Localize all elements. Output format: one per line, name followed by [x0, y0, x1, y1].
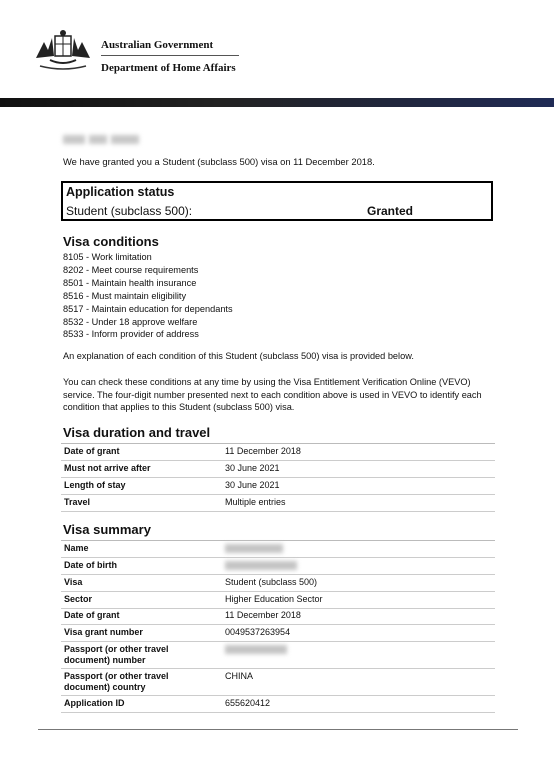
table-row: [61, 541, 495, 558]
condition-item: 8202 - Meet course requirements: [63, 264, 199, 275]
row-label: Visa: [64, 577, 83, 587]
table-row: [61, 558, 495, 575]
grant-statement: We have granted you a Student (subclass 500) visa on 11 December 2018.: [63, 156, 375, 167]
row-label: Length of stay: [64, 480, 126, 490]
salutation-redacted: [63, 131, 151, 143]
table-row: [61, 592, 495, 609]
row-value: 30 June 2021: [225, 480, 280, 490]
redacted-value: [225, 644, 287, 655]
row-label: Visa grant number: [64, 627, 143, 637]
row-label: Name: [64, 543, 89, 553]
row-value: Multiple entries: [225, 497, 286, 507]
row-value: 0049537263954: [225, 627, 291, 637]
table-row: [61, 461, 495, 478]
page-header: [0, 0, 554, 98]
redacted-value: [225, 560, 297, 571]
condition-item: 8517 - Maintain education for dependants: [63, 303, 233, 314]
government-name: Australian Government: [101, 39, 214, 51]
table-row: [61, 669, 495, 696]
row-value: 655620412: [225, 698, 271, 708]
vevo-paragraph: You can check these conditions at any time by using the Visa Entitlement Verification Online (VEVO) service. The four-digit number presented next to each condition above is used in VEVO to identify each condition that applies to this Student (subclass 500) visa.: [63, 377, 482, 413]
row-value: 30 June 2021: [225, 463, 280, 473]
row-value: CHINA: [225, 671, 254, 681]
conditions-explanation: An explanation of each condition of this Student (subclass 500) visa is provided below.: [63, 351, 414, 361]
row-label: Must not arrive after: [64, 463, 151, 473]
redacted-value: [225, 543, 283, 554]
table-row: [61, 575, 495, 592]
status-title: Application status: [66, 185, 175, 199]
footer-divider: [38, 729, 518, 730]
row-value: 11 December 2018: [225, 446, 301, 456]
table-row: [61, 495, 495, 512]
condition-item: 8532 - Under 18 approve welfare: [63, 316, 198, 327]
row-value: Higher Education Sector: [225, 594, 323, 604]
row-label: Travel: [64, 497, 91, 507]
header-bar: [0, 98, 554, 107]
status-value: Granted: [367, 204, 414, 218]
table-row: [61, 625, 495, 642]
status-label: Student (subclass 500):: [66, 204, 193, 218]
row-label: Date of grant: [64, 610, 120, 620]
conditions-title: Visa conditions: [63, 234, 159, 249]
table-row: [61, 696, 495, 713]
row-label: Date of birth: [64, 560, 117, 570]
row-label: Sector: [64, 594, 93, 604]
header-divider: [101, 55, 239, 56]
table-row: [61, 642, 495, 669]
condition-item: 8533 - Inform provider of address: [63, 329, 199, 340]
coat-of-arms-icon: [34, 28, 92, 72]
conditions-list: [63, 251, 233, 341]
table-row: [61, 444, 495, 461]
summary-title: Visa summary: [63, 522, 151, 537]
row-value: 11 December 2018: [225, 610, 301, 620]
condition-item: 8105 - Work limitation: [63, 252, 152, 262]
row-label: Application ID: [64, 698, 125, 708]
row-label: Date of grant: [64, 446, 120, 456]
duration-title: Visa duration and travel: [63, 425, 211, 440]
condition-item: 8516 - Must maintain eligibility: [63, 290, 187, 301]
table-row: [61, 478, 495, 495]
row-label: Passport (or other travel document) country: [64, 671, 169, 692]
row-value: Student (subclass 500): [225, 577, 318, 587]
condition-item: 8501 - Maintain health insurance: [63, 277, 197, 288]
application-status-box: [61, 181, 493, 221]
table-row: [61, 608, 495, 625]
department-name: Department of Home Affairs: [101, 62, 236, 74]
row-label: Passport (or other travel document) number: [64, 644, 169, 665]
